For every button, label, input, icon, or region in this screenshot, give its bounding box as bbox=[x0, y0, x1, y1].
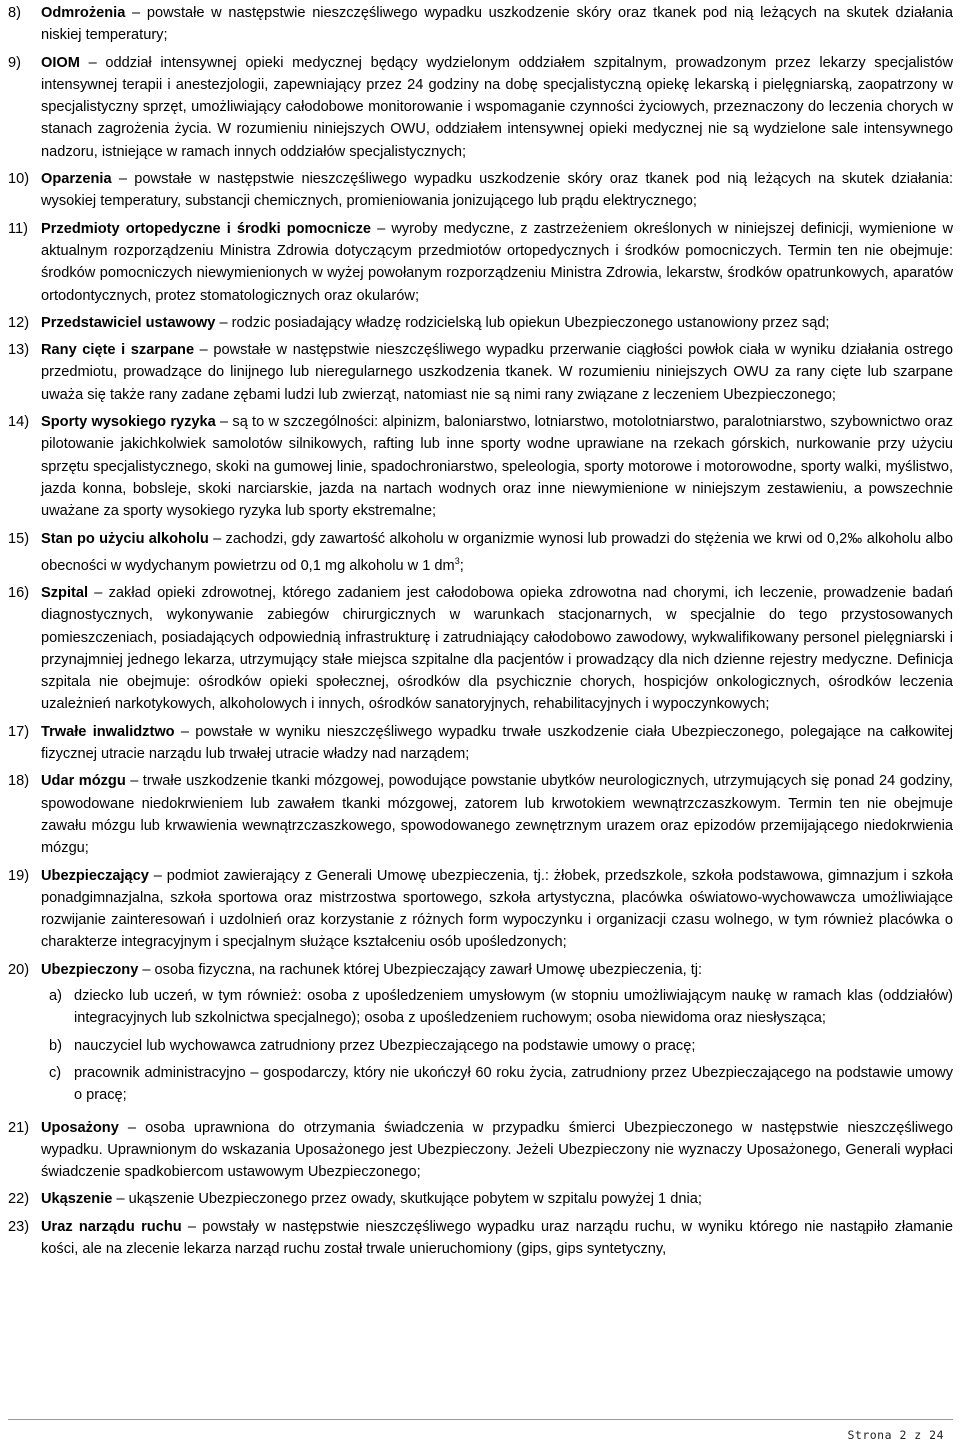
sub-item-text: nauczyciel lub wychowawca zatrudniony przez Ubezpieczającego na podstawie umowy o pracę; bbox=[74, 1037, 696, 1054]
defined-term: Ukąszenie bbox=[41, 1191, 113, 1208]
definition-text: – ukąszenie Ubezpieczonego przez owady, skutkujące pobytem w szpitalu powyżej 1 dnia; bbox=[112, 1191, 702, 1208]
definition-text: – oddział intensywnej opieki medycznej będący wydzielonym oddziałem szpitalnym, prowadzonym przez lekarzy specjalistów intensywnej terapii i anestezjologii, zapewniający przez 24 godziny na dobę specjalistyczną opiekę lekarską i pielęgniarską, zaopatrzony w specjalistyczny sprzęt, umożliwiający całodobowe monitorowanie i wspomaganie czynności życiowych, przeznaczony do leczenia chorych w stanach zagrożenia życia. W rozumieniu niniejszych OWU, oddziałem intensywnej opieki medycznej nie są wydzielone sale intensywnego nadzoru, istniejące w ramach innych oddziałów specjalistycznych; bbox=[41, 54, 953, 160]
item-body bbox=[41, 411, 953, 522]
item-body bbox=[41, 528, 953, 577]
definition-item bbox=[8, 1188, 953, 1210]
sub-item bbox=[41, 1062, 953, 1107]
definition-text: – powstałe w następstwie nieszczęśliwego wypadku uszkodzenie skóry oraz tkanek pod nią leżących na skutek działania: wysokiej temperatury, substancji chemicznych, promieniowania jonizującego lub prądu elektrycznego; bbox=[41, 171, 953, 210]
item-body bbox=[41, 582, 953, 716]
definition-text: – trwałe uszkodzenie tkanki mózgowej, powodujące powstanie ubytków neurologicznych, utrzymujących się ponad 24 godziny, spowodowane niedokrwieniem lub zawałem tkanki mózgowej, zatorem lub krwotokiem wewnątrzczaszkowym. Termin ten nie obejmuje zawału mózgu lub krwawienia wewnątrzczaszkowego, spowodowanego zewnętrznym urazem oraz epizodów przemijającego niedokrwienia mózgu; bbox=[41, 773, 953, 857]
definition-text: – są to w szczególności: alpinizm, baloniarstwo, lotniarstwo, motolotniarstwo, paralotniarstwo, szybownictwo oraz pilotowanie jakichkolwiek samolotów silnikowych, rafting lub inne sporty wodne uprawiane na rzekach górskich, nurkowanie przy użyciu sprzętu specjalistycznego, skoki na gumowej linie, spadochroniarstwo, speleologia, sporty motorowe i motorowodne, sporty walki, myślistwo, jazda konna, bobsleje, skoki narciarskie, jazda na nartach wodnych oraz inne niewymienione w niniejszym zestawieniu, a powszechnie uważane za sporty wysokiego ryzyka lub sporty ekstremalne; bbox=[41, 414, 953, 520]
item-body bbox=[41, 218, 953, 307]
defined-term: Szpital bbox=[41, 584, 89, 601]
item-body bbox=[41, 312, 953, 334]
definition-text: – zachodzi, gdy zawartość alkoholu w organizmie wynosi lub prowadzi do stężenia we krwi od 0,2‰ alkoholu albo obecności w wydychanym powietrzu od 0,1 mg alkoholu w 1 dm bbox=[41, 530, 953, 574]
sub-item bbox=[41, 1035, 953, 1057]
item-number: 21) bbox=[8, 1119, 30, 1136]
defined-term: Przedstawiciel ustawowy bbox=[41, 314, 216, 331]
defined-term: Odmrożenia bbox=[41, 5, 126, 21]
sub-item-text: dziecko lub uczeń, w tym również: osoba z upośledzeniem umysłowym (w stopniu umożliwiającym naukę w ramach klas (oddziałów) integracyjnych lub szkolnictwa specjalnego); osoba z upośledzeniem ruchowym; osoba niewidoma oraz niesłysząca; bbox=[74, 988, 953, 1027]
definitions-list bbox=[8, 2, 953, 1260]
defined-term: Ubezpieczający bbox=[41, 867, 149, 884]
definition-item bbox=[8, 770, 953, 859]
item-body bbox=[41, 865, 953, 954]
definition-item bbox=[8, 2, 953, 47]
sub-item-label: a) bbox=[49, 988, 62, 1005]
defined-term: Ubezpieczony bbox=[41, 961, 139, 978]
defined-term: Sporty wysokiego ryzyka bbox=[41, 414, 216, 431]
footer-divider bbox=[8, 1419, 953, 1420]
item-body bbox=[41, 1216, 953, 1261]
definition-text: – zakład opieki zdrowotnej, którego zadaniem jest całodobowa opieka zdrowotna nad chorymi, ich leczenie, prowadzenie badań diagnostycznych, wykonywanie zabiegów chirurgicznych w warunkach stacjonarnych, w specjalnie do tego przystosowanych pomieszczeniach, posiadających odpowiednią infrastrukturę i zatrudniający całodobowo zawodowy, wykwalifikowany personel pielęgniarski i przynajmniej jednego lekarza, utrzymujący stałe miejsca szpitalne dla pacjentów i prowadzący dla nich dzienne rejestry medyczne. Definicja szpitala nie obejmuje: ośrodków opieki społecznej, ośrodków dla psychicznie chorych, hospicjów onkologicznych, ośrodków leczenia uzależnień narkotykowych, alkoholowych i innych, ośrodków sanatoryjnych, rehabilitacyjnych i wypoczynkowych; bbox=[41, 584, 953, 713]
item-number: 19) bbox=[8, 867, 30, 884]
item-body bbox=[41, 168, 953, 213]
definition-item bbox=[8, 52, 953, 163]
definition-text-tail: ; bbox=[459, 557, 464, 574]
item-body bbox=[41, 721, 953, 766]
defined-term: Oparzenia bbox=[41, 171, 112, 188]
definition-item bbox=[8, 411, 953, 522]
sub-list bbox=[41, 985, 953, 1106]
definition-text: – podmiot zawierający z Generali Umowę ubezpieczenia, tj.: żłobek, przedszkole, szkoła podstawowa, gimnazjum i szkoła ponadgimnazjalna, szkoła sportowa oraz mistrzostwa sportowego, szkoła artystyczna, placówka oświatowo-wychowawcza umożliwiające rozwijanie zainteresowań i uzdolnień oraz korzystanie z różnych form wypoczynku i organizacji czasu wolnego, w tym również placówka o charakterze integracyjnym i specjalnym służące kształceniu osób upośledzonych; bbox=[41, 867, 953, 951]
defined-term: Udar mózgu bbox=[41, 773, 126, 790]
item-number: 8) bbox=[8, 5, 21, 21]
document-page bbox=[8, 2, 953, 1265]
item-number: 22) bbox=[8, 1191, 30, 1208]
item-body bbox=[41, 339, 953, 406]
sub-item-text: pracownik administracyjno – gospodarczy, który nie ukończył 60 roku życia, zatrudniony przez Ubezpieczającego na podstawie umowy o pracę; bbox=[74, 1064, 953, 1104]
definition-item bbox=[8, 1117, 953, 1184]
definition-item bbox=[8, 582, 953, 716]
defined-term: Trwałe inwalidztwo bbox=[41, 723, 175, 740]
defined-term: Uposażony bbox=[41, 1119, 119, 1136]
item-number: 16) bbox=[8, 584, 30, 601]
definition-item bbox=[8, 218, 953, 307]
definition-text: – osoba fizyczna, na rachunek której Ubezpieczający zawarł Umowę ubezpieczenia, tj: bbox=[138, 961, 703, 978]
definition-item bbox=[8, 312, 953, 334]
definition-item bbox=[8, 528, 953, 577]
page-number: Strona 2 z 24 bbox=[847, 1428, 944, 1442]
definition-item bbox=[8, 721, 953, 766]
item-number: 11) bbox=[8, 220, 29, 237]
definition-text: – wyroby medyczne, z zastrzeżeniem określonych w niniejszej definicji, wymienione w aktualnym rozporządzeniu Ministra Zdrowia dotyczącym przedmiotów ortopedycznych i środków pomocniczych. Termin ten nie obejmuje: środków pomocniczych niewymienionych w wyżej powołanym rozporządzeniu Ministra Zdrowia, lekarstw, środków opatrunkowych, aparatów ortodontycznych, protez stomatologicznych oraz okularów; bbox=[41, 220, 953, 304]
item-number: 23) bbox=[8, 1218, 30, 1235]
item-number: 20) bbox=[8, 961, 30, 978]
definition-item bbox=[8, 865, 953, 954]
item-number: 15) bbox=[8, 530, 30, 547]
definition-text: – powstałe w następstwie nieszczęśliwego wypadku przerwanie ciągłości powłok ciała w wyniku działania ostrego przedmiotu, prowadzące do linijnego lub nieregularnego uszkodzenia tkanek. W rozumieniu niniejszych OWU za rany cięte lub szarpane uważa się także rany zadane zębami ludzi lub zwierząt, natomiast nie są nimi rany związane z leczeniem Ubezpieczonego; bbox=[41, 342, 953, 403]
item-body bbox=[41, 1188, 953, 1210]
item-number: 9) bbox=[8, 54, 21, 71]
definition-text: – powstałe w następstwie nieszczęśliwego wypadku uszkodzenie skóry oraz tkanek pod nią leżących na skutek działania niskiej temperatury; bbox=[41, 5, 953, 44]
definition-text: – osoba uprawniona do otrzymania świadczenia w przypadku śmierci Ubezpieczonego w następstwie nieszczęśliwego wypadku. Uprawnionym do wskazania Uposażonego jest Ubezpieczony. Jeżeli Ubezpieczony nie wyznaczy Uposażonego, Generali wypłaci świadczenie spadkobiercom ustawowym Ubezpieczonego; bbox=[41, 1119, 953, 1181]
definition-item bbox=[8, 959, 953, 1112]
defined-term: Rany cięte i szarpane bbox=[41, 342, 195, 359]
item-number: 18) bbox=[8, 773, 30, 790]
sub-item-label: b) bbox=[49, 1037, 62, 1054]
item-body bbox=[41, 959, 953, 1112]
item-body bbox=[41, 770, 953, 859]
sub-item bbox=[41, 985, 953, 1030]
item-number: 10) bbox=[8, 171, 30, 188]
superscript: 3 bbox=[454, 555, 460, 566]
item-number: 12) bbox=[8, 314, 30, 331]
item-body bbox=[41, 52, 953, 163]
definition-item bbox=[8, 339, 953, 406]
item-body bbox=[41, 2, 953, 47]
sub-item-label: c) bbox=[49, 1064, 62, 1081]
definition-item bbox=[8, 168, 953, 213]
item-number: 14) bbox=[8, 414, 30, 431]
defined-term: Uraz narządu ruchu bbox=[41, 1218, 182, 1235]
defined-term: Przedmioty ortopedyczne i środki pomocnicze bbox=[41, 220, 372, 237]
item-number: 17) bbox=[8, 723, 30, 740]
definition-text: – powstałe w wyniku nieszczęśliwego wypadku trwałe uszkodzenie ciała Ubezpieczonego, polegające na całkowitej fizycznej utracie narządu lub trwałej utracie władzy nad narządem; bbox=[41, 723, 953, 763]
defined-term: Stan po użyciu alkoholu bbox=[41, 530, 209, 547]
item-body bbox=[41, 1117, 953, 1184]
defined-term: OIOM bbox=[41, 54, 80, 71]
definition-text: – rodzic posiadający władzę rodzicielską lub opiekun Ubezpieczonego ustanowiony przez sąd; bbox=[215, 314, 830, 331]
definition-item bbox=[8, 1216, 953, 1261]
definition-text: – powstały w następstwie nieszczęśliwego wypadku uraz narządu ruchu, w wyniku którego nie nastąpiło złamanie kości, ale na zlecenie lekarza narząd ruchu został trwale unieruchomiony (gips, gips syntetyczny, bbox=[41, 1218, 953, 1257]
item-number: 13) bbox=[8, 342, 30, 359]
